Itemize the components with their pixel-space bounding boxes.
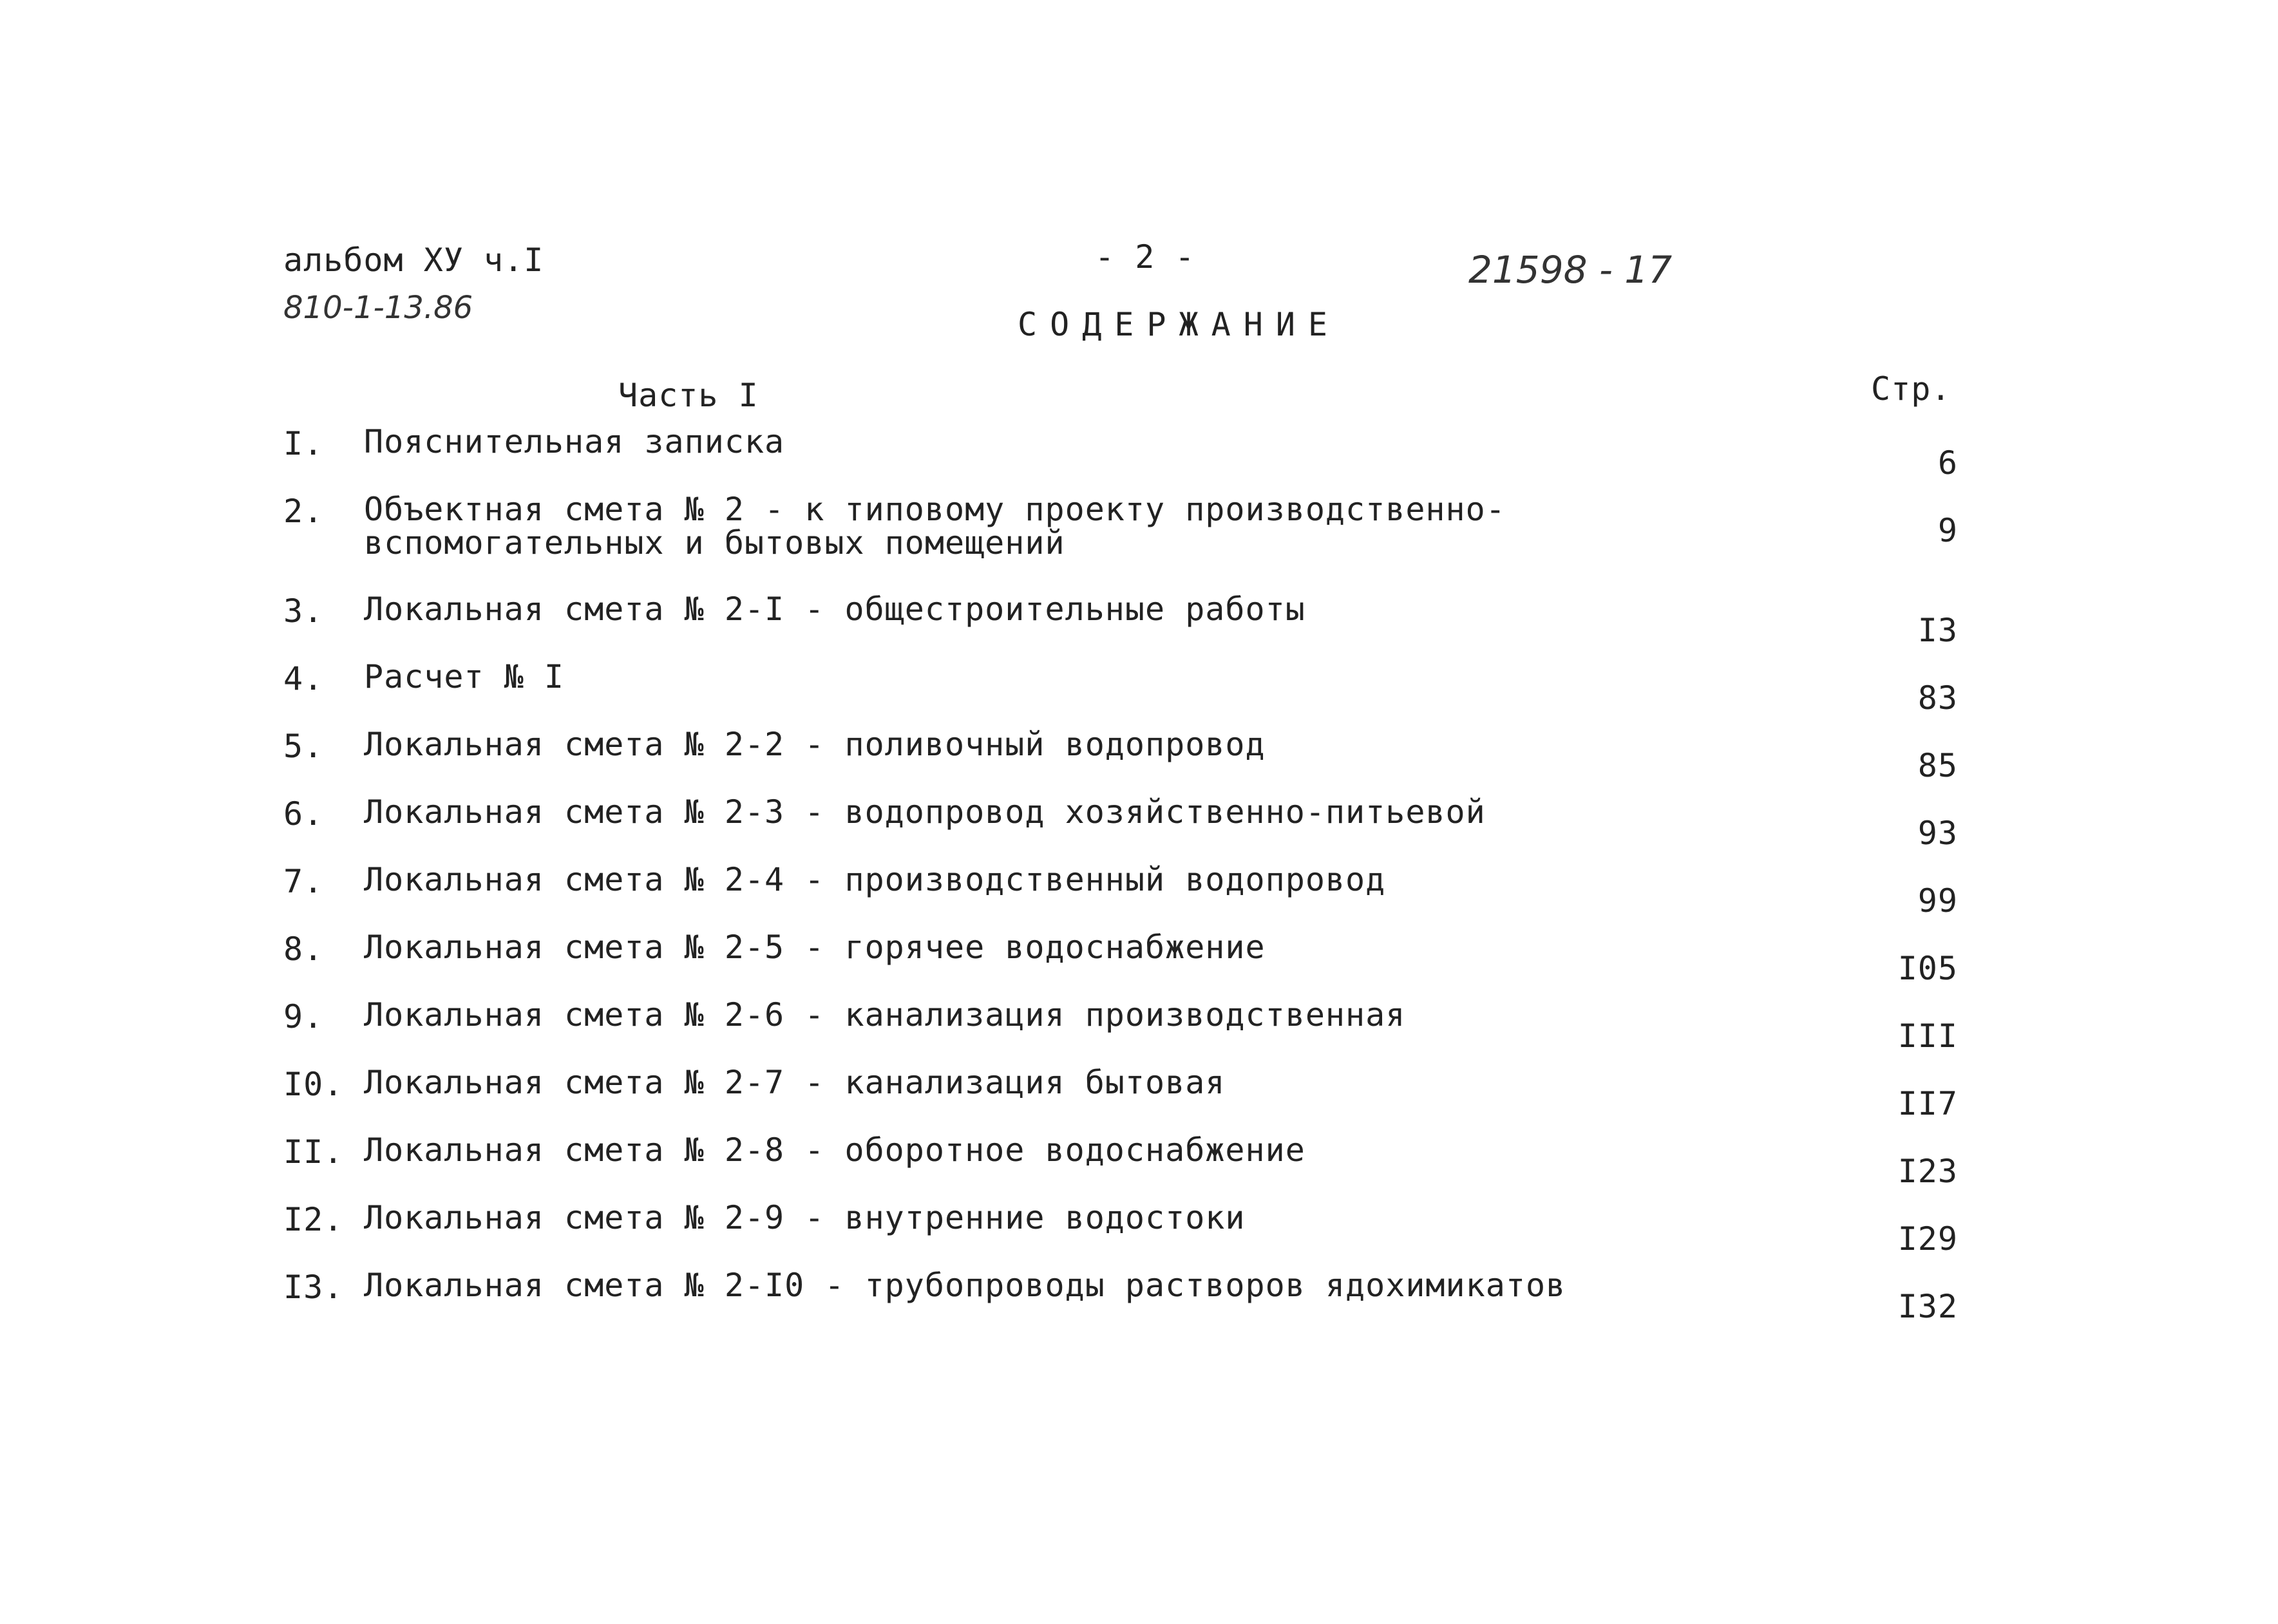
toc-item-page: I23	[1897, 1153, 1958, 1190]
toc-item-title: Локальная смета № 2-2 - поливочный водопровод	[364, 726, 1266, 763]
toc-item-number: 4.	[283, 660, 324, 697]
toc-item-number: I2.	[283, 1201, 344, 1238]
toc-row	[283, 998, 1958, 1066]
toc-item-page: I3	[1917, 612, 1958, 649]
toc-row	[283, 1269, 1958, 1336]
part-label: Часть I	[618, 377, 759, 414]
toc-item-title: Локальная смета № 2-I0 - трубопроводы растворов ядохимикатов	[364, 1267, 1566, 1304]
toc-item-title: Локальная смета № 2-6 - канализация производственная	[364, 996, 1406, 1034]
toc-item-title: Локальная смета № 2-9 - внутренние водостоки	[364, 1199, 1246, 1236]
toc-item-page: I29	[1897, 1220, 1958, 1258]
album-code-handwritten: 810-1-13.86	[283, 290, 473, 326]
toc-item-page: 99	[1917, 882, 1958, 920]
toc-item-title: Расчет № I	[364, 658, 565, 695]
toc-item-page: III	[1897, 1017, 1958, 1055]
toc-item-number: II.	[283, 1133, 344, 1171]
toc-item-number: I3.	[283, 1269, 344, 1306]
toc-item-title: Локальная смета № 2-4 - производственный водопровод	[364, 861, 1386, 898]
toc-item-title: Локальная смета № 2-I - общестроительные работы	[364, 590, 1305, 628]
toc-item-number: 2.	[283, 493, 324, 530]
toc-item-number: 7.	[283, 863, 324, 900]
toc-item-number: 9.	[283, 998, 324, 1035]
toc-item-number: 6.	[283, 795, 324, 833]
toc-item-title: Локальная смета № 2-7 - канализация бытовая	[364, 1064, 1226, 1101]
toc-item-number: 5.	[283, 728, 324, 765]
toc-row	[283, 795, 1958, 863]
toc-item-page: II7	[1897, 1085, 1958, 1122]
toc-item-page: I05	[1897, 950, 1958, 987]
toc-item-page: 83	[1917, 679, 1958, 717]
toc-item-page: 6	[1937, 444, 1958, 482]
toc-item-title: Локальная смета № 2-8 - оборотное водоснабжение	[364, 1131, 1305, 1169]
toc-row	[283, 660, 1958, 728]
toc-row	[283, 493, 1958, 592]
toc-item-number: I.	[283, 425, 324, 462]
toc-row	[283, 728, 1958, 795]
toc-item-number: I0.	[283, 1066, 344, 1103]
toc-row	[283, 592, 1958, 660]
toc-row	[283, 1066, 1958, 1133]
toc-item-page: 85	[1917, 747, 1958, 784]
toc-item-title: Локальная смета № 2-3 - водопровод хозяйственно-питьевой	[364, 793, 1486, 831]
album-label: альбом ХУ ч.I	[283, 241, 544, 279]
toc-row	[283, 930, 1958, 998]
toc-row	[283, 863, 1958, 930]
toc-item-title: Объектная смета № 2 - к типовому проекту производственно-	[364, 491, 1506, 528]
toc-item-page: 93	[1917, 815, 1958, 852]
toc-item-title: Локальная смета № 2-5 - горячее водоснабжение	[364, 929, 1266, 966]
page-number: - 2 -	[1095, 238, 1195, 276]
toc-item-number: 8.	[283, 930, 324, 968]
toc-row	[283, 1201, 1958, 1269]
toc-item-title: Пояснительная записка	[364, 423, 785, 460]
table-of-contents	[283, 425, 1958, 1336]
toc-item-number: 3.	[283, 592, 324, 630]
toc-item-title-continuation: вспомогательных и бытовых помещений	[364, 524, 1065, 562]
toc-row	[283, 425, 1958, 493]
page-column-header: Стр.	[1871, 370, 1951, 408]
toc-item-page: I32	[1897, 1288, 1958, 1325]
toc-row	[283, 1133, 1958, 1201]
page-title: СОДЕРЖАНИЕ	[1018, 306, 1341, 343]
toc-item-page: 9	[1937, 512, 1958, 549]
document-number-handwritten: 21598 - 17	[1468, 248, 1673, 292]
